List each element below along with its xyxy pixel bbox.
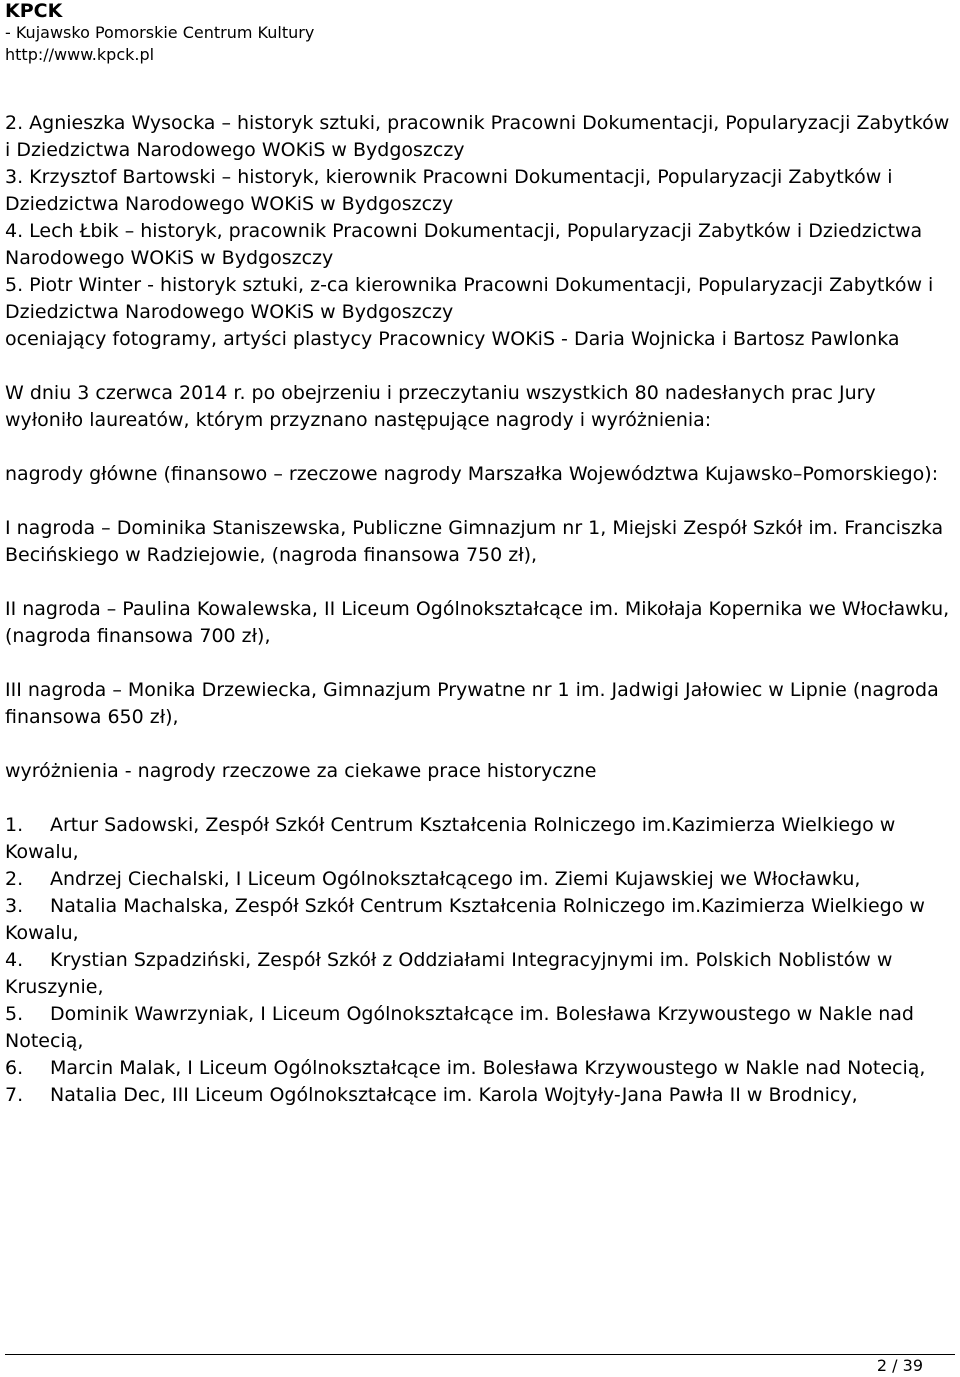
- jury-member: 2. Agnieszka Wysocka – historyk sztuki, pracownik Pracowni Dokumentacji, Popularyzacji Zabytków i Dziedzictwa Narodowego WOKiS w Bydgoszczy: [5, 112, 950, 161]
- jury-decision: W dniu 3 czerwca 2014 r. po obejrzeniu i przeczytaniu wszystkich 80 nadesłanych prac Jury wyłoniło laureatów, którym przyznano następujące nagrody i wyróżnienia:: [5, 382, 876, 431]
- list-text: Marcin Malak, I Liceum Ogólnokształcące im. Bolesława Krzywoustego w Nakle nad Notecią,: [50, 1057, 926, 1079]
- distinctions-list: [5, 812, 950, 1109]
- page-number: 2 / 39: [876, 1356, 923, 1375]
- footer-divider: [5, 1354, 955, 1355]
- list-text: Andrzej Ciechalski, I Liceum Ogólnokształcącego im. Ziemi Kujawskiej we Włocławku,: [50, 868, 861, 890]
- list-text: Natalia Machalska, Zespół Szkół Centrum Kształcenia Rolniczego im.Kazimierza Wielkiego w Kowalu,: [5, 895, 925, 944]
- jury-member: 4. Lech Łbik – historyk, pracownik Pracowni Dokumentacji, Popularyzacji Zabytków i Dziedzictwa Narodowego WOKiS w Bydgoszczy: [5, 220, 923, 269]
- list-item: [5, 1001, 950, 1055]
- list-text: Natalia Dec, III Liceum Ogólnokształcące im. Karola Wojtyły-Jana Pawła II w Brodnicy,: [50, 1084, 858, 1106]
- page-header: [5, 0, 314, 66]
- second-prize: II nagroda – Paulina Kowalewska, II Liceum Ogólnokształcące im. Mikołaja Kopernika we Włocławku,(nagroda finansowa 700 zł),: [5, 598, 950, 647]
- list-item: [5, 812, 950, 866]
- distinctions-heading: wyróżnienia - nagrody rzeczowe za ciekawe prace historyczne: [5, 760, 597, 782]
- photo-judges: oceniający fotogramy, artyści plastycy Pracownicy WOKiS - Daria Wojnicka i Bartosz Pawlonka: [5, 328, 900, 350]
- site-url: http://www.kpck.pl: [5, 45, 155, 64]
- document-body: [5, 110, 950, 1109]
- jury-member: 5. Piotr Winter - historyk sztuki, z-ca kierownika Pracowni Dokumentacji, Popularyzacji Zabytków i Dziedzictwa Narodowego WOKiS w Bydgoszczy: [5, 274, 934, 323]
- list-number: 3.: [5, 895, 24, 917]
- main-prizes-heading: nagrody główne (finansowo – rzeczowe nagrody Marszałka Województwa Kujawsko–Pomorskiego):: [5, 463, 939, 485]
- list-number: 7.: [5, 1084, 24, 1106]
- list-number: 2.: [5, 868, 24, 890]
- third-prize: III nagroda – Monika Drzewiecka, Gimnazjum Prywatne nr 1 im. Jadwigi Jałowiec w Lipnie (nagroda finansowa 650 zł),: [5, 679, 939, 728]
- list-item: [5, 866, 950, 893]
- list-item: [5, 893, 950, 947]
- list-item: [5, 1055, 950, 1082]
- list-number: 1.: [5, 814, 24, 836]
- list-item: [5, 1082, 950, 1109]
- list-item: [5, 947, 950, 1001]
- list-number: 5.: [5, 1003, 24, 1025]
- jury-member: 3. Krzysztof Bartowski – historyk, kierownik Pracowni Dokumentacji, Popularyzacji Zabytków i Dziedzictwa Narodowego WOKiS w Bydgoszczy: [5, 166, 893, 215]
- list-number: 4.: [5, 949, 24, 971]
- organization-name: - Kujawsko Pomorskie Centrum Kultury: [5, 23, 315, 42]
- site-brand: KPCK: [5, 0, 63, 22]
- list-number: 6.: [5, 1057, 24, 1079]
- list-text: Artur Sadowski, Zespół Szkół Centrum Kształcenia Rolniczego im.Kazimierza Wielkiego w Kowalu,: [5, 814, 896, 863]
- list-text: Dominik Wawrzyniak, I Liceum Ogólnokształcące im. Bolesława Krzywoustego w Nakle nad Notecią,: [5, 1003, 914, 1052]
- list-text: Krystian Szpadziński, Zespół Szkół z Oddziałami Integracyjnymi im. Polskich Noblistów w Kruszynie,: [5, 949, 893, 998]
- first-prize: I nagroda – Dominika Staniszewska, Publiczne Gimnazjum nr 1, Miejski Zespół Szkół im. Franciszka Becińskiego w Radziejowie, (nagroda finansowa 750 zł),: [5, 517, 944, 566]
